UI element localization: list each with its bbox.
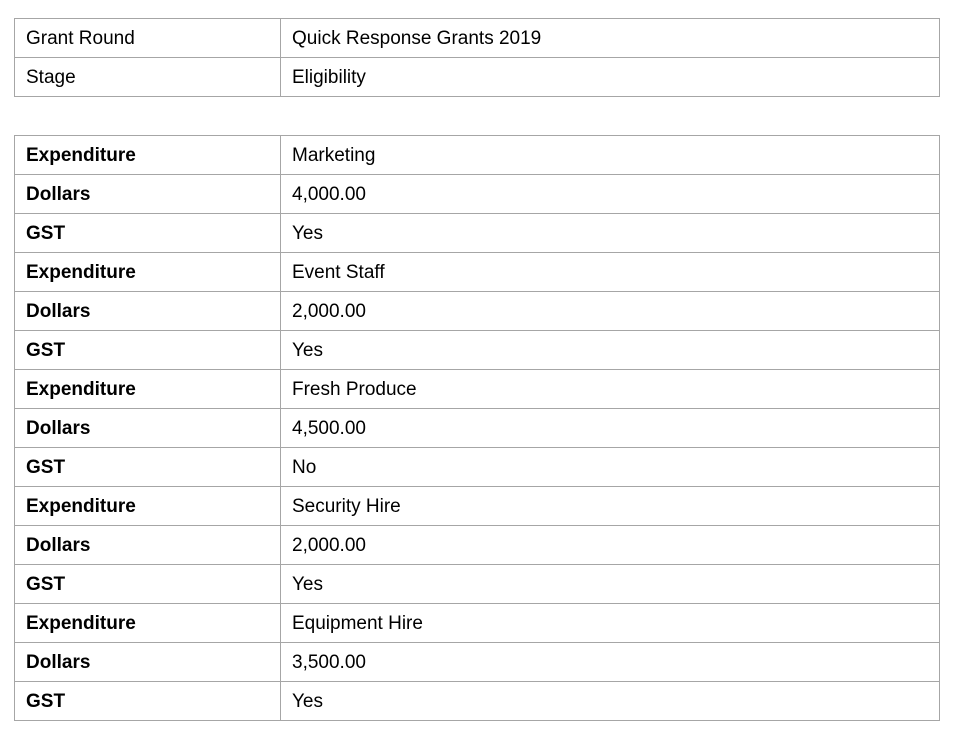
table-row [15,175,940,214]
table-row [15,331,940,370]
table-row [15,214,940,253]
row-value: Yes [281,682,940,721]
row-value: Eligibility [281,58,940,97]
row-value: 2,000.00 [281,526,940,565]
row-value: Yes [281,565,940,604]
row-label: GST [15,331,281,370]
row-label: Expenditure [15,136,281,175]
row-value: 4,000.00 [281,175,940,214]
row-label: GST [15,448,281,487]
table-row [15,253,940,292]
row-value: Yes [281,331,940,370]
row-label: GST [15,214,281,253]
row-label: Expenditure [15,370,281,409]
table-row [15,136,940,175]
table-row [15,409,940,448]
row-label: Dollars [15,526,281,565]
table-row [15,448,940,487]
row-label: Stage [15,58,281,97]
table-row [15,565,940,604]
row-label: Dollars [15,175,281,214]
row-value: Marketing [281,136,940,175]
expenditure-table [14,135,940,721]
row-value: Yes [281,214,940,253]
table-row [15,526,940,565]
table-row [15,643,940,682]
row-label: Expenditure [15,604,281,643]
expenditure-table-body [15,136,940,721]
table-row [15,58,940,97]
row-value: Fresh Produce [281,370,940,409]
row-label: GST [15,565,281,604]
row-value: 3,500.00 [281,643,940,682]
grant-info-table [14,18,940,97]
row-label: GST [15,682,281,721]
row-label: Expenditure [15,253,281,292]
table-row [15,682,940,721]
row-label: Dollars [15,292,281,331]
table-row [15,604,940,643]
row-value: 4,500.00 [281,409,940,448]
row-value: Quick Response Grants 2019 [281,19,940,58]
row-value: Security Hire [281,487,940,526]
row-value: Equipment Hire [281,604,940,643]
row-value: No [281,448,940,487]
row-label: Dollars [15,643,281,682]
row-value: 2,000.00 [281,292,940,331]
table-row [15,292,940,331]
row-label: Dollars [15,409,281,448]
table-row [15,370,940,409]
row-label: Expenditure [15,487,281,526]
table-row [15,487,940,526]
row-label: Grant Round [15,19,281,58]
row-value: Event Staff [281,253,940,292]
table-row [15,19,940,58]
